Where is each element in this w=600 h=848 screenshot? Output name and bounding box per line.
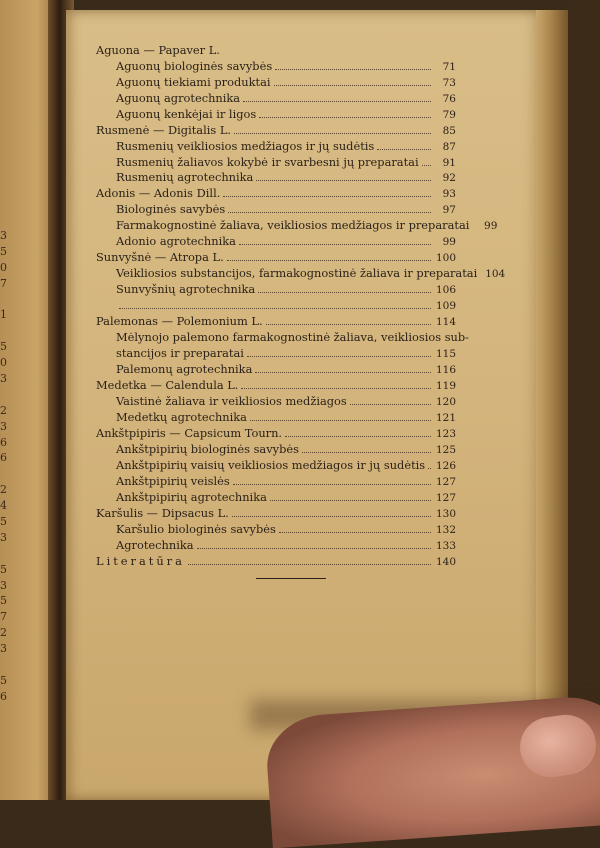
toc-entry-title: Ankštpipiris — Capsicum Tourn. <box>96 426 283 440</box>
toc-entry <box>96 41 456 57</box>
toc-entry <box>96 488 456 504</box>
left-margin-number: 7 <box>0 610 7 624</box>
toc-entry-title: Rusmenių žaliavos kokybė ir svarbesni jų preparatai <box>116 154 419 169</box>
toc-leader-dots <box>259 116 431 118</box>
end-rule <box>256 578 326 579</box>
toc-entry <box>96 216 498 233</box>
toc-leader-dots <box>258 291 431 293</box>
toc-entry <box>96 472 456 488</box>
toc-entry-page: 71 <box>442 60 456 73</box>
toc-entry-title: Aguonų biologinės savybės <box>116 58 273 73</box>
toc-entry-title: Literatūra <box>96 553 185 568</box>
toc-entry <box>96 89 456 105</box>
toc-entry-page: 100 <box>435 252 456 265</box>
toc-leader-dots <box>279 531 431 533</box>
left-margin-number: 6 <box>0 435 7 449</box>
left-margin-number: 6 <box>0 451 7 465</box>
left-margin-number: 0 <box>0 260 7 274</box>
toc-leader-dots <box>428 467 431 469</box>
toc-entry <box>96 232 456 248</box>
toc-entry <box>96 456 456 472</box>
toc-entry <box>96 248 456 264</box>
toc-entry-page: 104 <box>485 268 506 281</box>
left-margin-number: 2 <box>0 403 7 417</box>
toc-leader-dots <box>247 355 431 357</box>
toc-entry-page: 109 <box>435 299 456 312</box>
toc-entry-title: Rusmenių veikliosios medžiagos ir jų sudėtis <box>116 138 375 153</box>
toc-leader-dots <box>250 419 431 421</box>
toc-entry-page: 93 <box>442 188 456 201</box>
toc-leader-dots <box>223 195 431 197</box>
left-margin-number <box>0 387 14 403</box>
toc-entry <box>96 536 456 552</box>
toc-entry-page: 79 <box>442 108 456 121</box>
toc-entry-title: Karšulio biologinės savybės <box>116 521 276 536</box>
toc-entry <box>96 169 456 185</box>
toc-leader-dots <box>274 84 431 86</box>
toc-entry-title: Medetka — Calendula L. <box>96 378 239 393</box>
left-margin-number: 3 <box>0 419 7 433</box>
left-margin-number: 3 <box>0 642 7 656</box>
toc-leader-dots <box>377 148 431 150</box>
left-margin-number: 5 <box>0 562 7 576</box>
toc-leader-dots <box>266 323 431 325</box>
toc-entry <box>96 440 456 456</box>
toc-leader-dots <box>270 499 431 501</box>
table-of-contents <box>96 41 506 568</box>
left-page-numbers <box>0 228 14 705</box>
toc-entry-page: 130 <box>435 507 456 520</box>
toc-leader-dots <box>228 211 431 213</box>
page-edge <box>536 10 572 800</box>
toc-entry <box>96 424 456 440</box>
left-margin-number <box>0 657 14 673</box>
toc-leader-dots <box>233 483 431 485</box>
toc-entry <box>96 264 506 281</box>
toc-entry <box>96 105 456 121</box>
toc-entry-title: Mėlynojo palemono farmakognostinė žaliava, veikliosios sub- <box>116 329 470 344</box>
toc-entry <box>96 360 456 376</box>
toc-leader-dots <box>197 547 431 549</box>
left-margin-number: 5 <box>0 244 7 258</box>
left-margin-number: 3 <box>0 530 7 544</box>
toc-entry-page: 73 <box>442 76 456 89</box>
toc-entry-title: Agrotechnika <box>116 537 194 552</box>
toc-entry <box>96 280 456 296</box>
toc-leader-dots <box>422 164 431 166</box>
toc-entry <box>96 328 470 344</box>
left-margin-number: 5 <box>0 515 7 529</box>
toc-entry-title: Aguonų agrotechnika <box>116 90 241 105</box>
toc-entry-title: Ankštpipirių vaisių veikliosios medžiagos ir jų sudėtis <box>116 457 426 472</box>
left-margin-number: 5 <box>0 340 7 354</box>
toc-entry-page: 120 <box>435 396 456 409</box>
left-margin-number: 3 <box>0 229 7 242</box>
toc-entry-title: Sunvyšnė — Atropa L. <box>96 250 224 265</box>
toc-entry <box>96 408 456 424</box>
left-margin-number: 5 <box>0 594 7 608</box>
left-margin-number: 0 <box>0 356 7 370</box>
toc-entry-title: Adonis — Adonis Dill. <box>96 186 221 201</box>
toc-entry <box>96 57 456 73</box>
toc-entry <box>96 200 456 216</box>
toc-entry-page: 106 <box>435 284 456 296</box>
toc-entry-title: Rusmenių agrotechnika <box>116 170 254 185</box>
left-margin-number: 5 <box>0 673 7 687</box>
left-margin-number: 3 <box>0 372 7 386</box>
left-margin-number <box>0 323 14 339</box>
toc-entry-page: 87 <box>442 140 456 153</box>
toc-entry <box>96 137 456 153</box>
toc-entry-page: 114 <box>435 315 456 328</box>
toc-entry-title: Aguona — Papaver L. <box>96 42 220 57</box>
toc-leader-dots <box>227 259 431 261</box>
toc-entry <box>96 376 456 392</box>
toc-entry-page: 116 <box>435 364 456 377</box>
toc-leader-dots <box>232 515 431 517</box>
toc-leader-dots <box>119 307 431 309</box>
toc-leader-dots <box>188 563 431 565</box>
toc-entry <box>96 344 456 361</box>
left-margin-number: 7 <box>0 276 7 290</box>
left-margin-number: 2 <box>0 483 7 497</box>
toc-leader-dots <box>285 435 431 437</box>
toc-leader-dots <box>275 68 431 70</box>
toc-entry-title: Aguonų kenkėjai ir ligos <box>116 106 257 121</box>
toc-entry-page: 99 <box>442 236 456 249</box>
toc-entry-page: 97 <box>442 204 456 217</box>
toc-entry-title: Ankštpipirių biologinės savybės <box>116 441 299 456</box>
toc-entry <box>96 184 456 200</box>
toc-entry <box>96 552 456 568</box>
toc-entry <box>96 121 456 137</box>
toc-entry-page: 133 <box>435 539 456 552</box>
left-margin-number: 3 <box>0 578 7 592</box>
toc-entry-title: Adonio agrotechnika <box>116 234 236 249</box>
left-margin-number <box>0 546 14 562</box>
toc-entry <box>96 520 456 536</box>
toc-entry-title: Palemonas — Polemonium L. <box>96 313 263 328</box>
toc-entry-page: 140 <box>435 555 456 568</box>
toc-entry-title: Rusmenė — Digitalis L. <box>96 122 232 137</box>
toc-leader-dots <box>243 100 431 102</box>
toc-leader-dots <box>255 371 431 373</box>
toc-leader-dots <box>256 179 431 181</box>
toc-entry <box>96 73 456 89</box>
toc-entry <box>96 153 456 169</box>
background-edge <box>568 0 600 800</box>
toc-entry-page: 85 <box>442 124 456 137</box>
toc-entry-title: Biologinės savybės <box>116 202 226 217</box>
toc-entry-page: 91 <box>442 156 456 169</box>
left-margin-number: 6 <box>0 689 7 703</box>
toc-entry-title: Ankštpipirių veislės <box>116 473 230 488</box>
toc-entry-title: Medetkų agrotechnika <box>116 410 247 425</box>
toc-leader-dots <box>241 387 431 389</box>
toc-entry-title: Aguonų tiekiami produktai <box>116 74 271 89</box>
toc-entry-page: 119 <box>435 380 456 393</box>
toc-entry-title: Ankštpipirių agrotechnika <box>116 489 267 504</box>
toc-entry-page: 99 <box>484 220 498 233</box>
toc-entry-title: Sunvyšnių agrotechnika <box>116 282 256 296</box>
toc-entry <box>96 296 456 312</box>
toc-entry-page: 121 <box>435 412 456 425</box>
toc-entry-page: 132 <box>435 523 456 536</box>
toc-leader-dots <box>302 451 431 453</box>
left-margin-number <box>0 292 14 308</box>
toc-entry-page: 123 <box>435 428 456 440</box>
toc-entry-page: 115 <box>435 348 456 361</box>
toc-entry-page: 126 <box>435 459 456 472</box>
toc-entry <box>96 504 456 520</box>
left-margin-number: 1 <box>0 308 7 322</box>
toc-entry-title: stancijos ir preparatai <box>116 346 244 361</box>
toc-leader-dots <box>234 132 431 134</box>
toc-entry-title: Karšulis — Dipsacus L. <box>96 505 229 520</box>
toc-entry-page: 127 <box>435 475 456 488</box>
toc-entry-title: Veikliosios substancijos, farmakognostinė žaliava ir preparatai <box>116 266 478 281</box>
toc-leader-dots <box>350 403 431 405</box>
left-margin-number: 4 <box>0 499 7 513</box>
toc-entry <box>96 312 456 328</box>
toc-entry-page: 127 <box>435 491 456 504</box>
toc-entry-page: 92 <box>442 172 456 185</box>
toc-entry-title: Vaistinė žaliava ir veikliosios medžiagos <box>116 394 347 409</box>
toc-entry-title: Palemonų agrotechnika <box>116 362 253 377</box>
left-margin-number <box>0 466 14 482</box>
toc-entry-page: 125 <box>435 443 456 456</box>
toc-entry <box>96 392 456 408</box>
toc-entry-title: Farmakognostinė žaliava, veikliosios medžiagos ir preparatai <box>116 218 470 233</box>
toc-entry-page: 76 <box>442 92 456 105</box>
toc-leader-dots <box>239 243 431 245</box>
left-margin-number: 2 <box>0 626 7 640</box>
